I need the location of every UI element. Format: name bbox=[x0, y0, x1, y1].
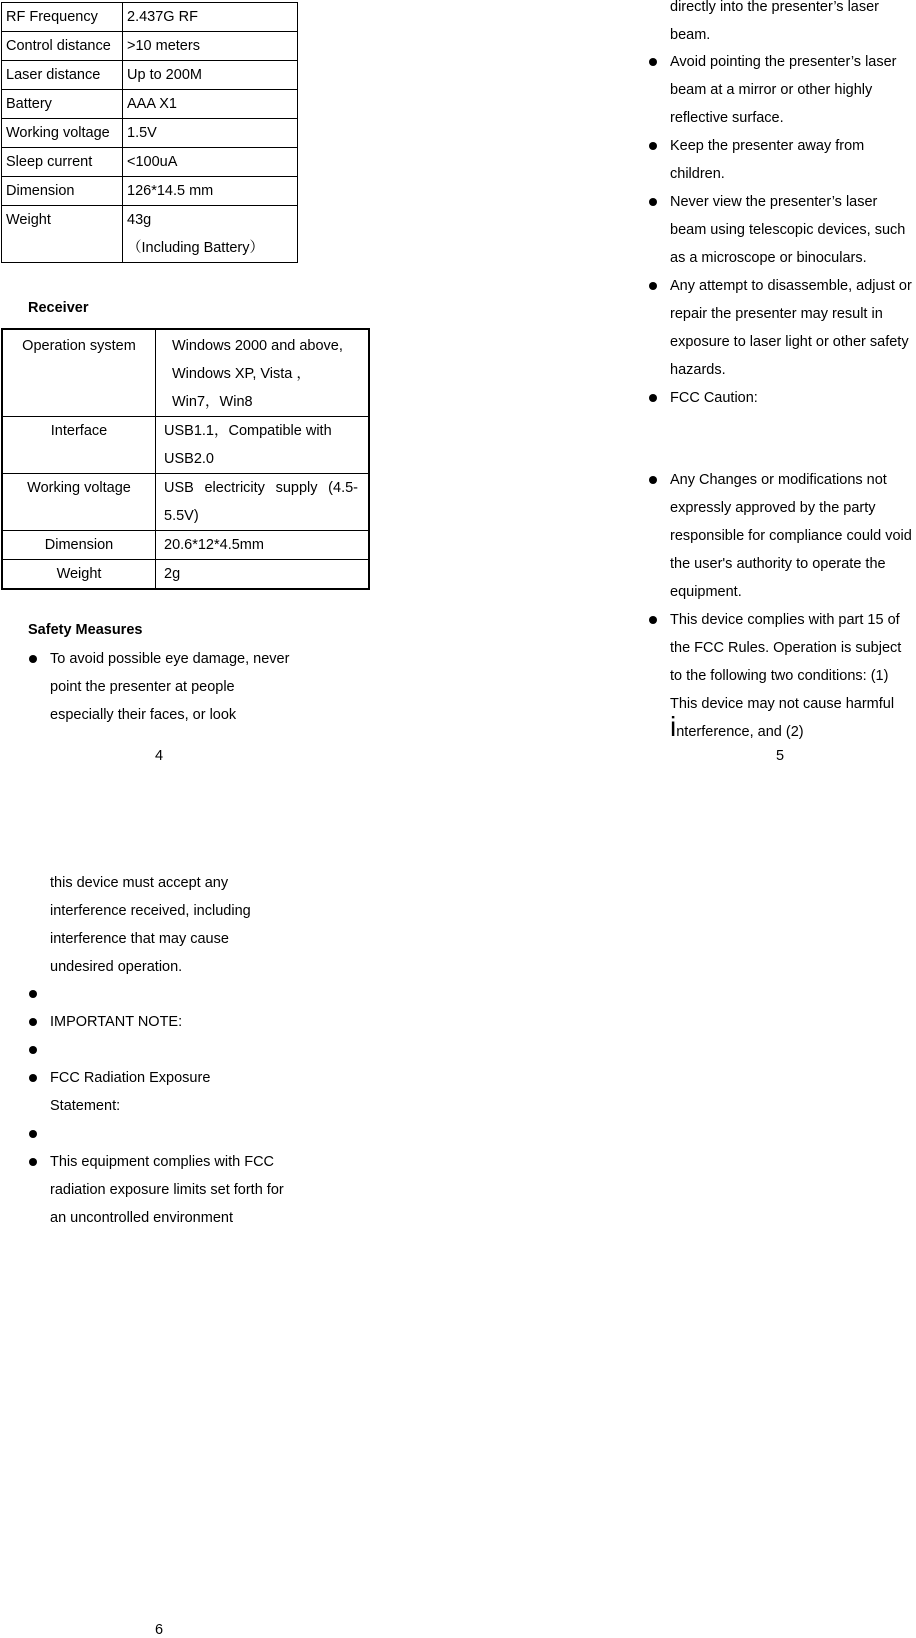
spec-label: Laser distance bbox=[2, 61, 123, 90]
receiver-value: 2g bbox=[156, 560, 370, 590]
list-item bbox=[648, 48, 912, 132]
table-row bbox=[2, 560, 369, 590]
receiver-value: USB1.1，Compatible with USB2.0 bbox=[156, 417, 370, 474]
list-item-text: Any Changes or modifications not expressly approved by the party responsible for compliance could void the user's authority to operate the equipment. bbox=[670, 472, 912, 600]
weight-value: 43g bbox=[127, 212, 152, 228]
receiver-value: USB electricity supply (4.5-5.5V) bbox=[156, 474, 370, 531]
fcc-big-i: i bbox=[670, 711, 677, 742]
spec-table bbox=[1, 2, 298, 263]
receiver-label: Weight bbox=[2, 560, 156, 590]
list-item-text: Avoid pointing the presenter’s laser beam at a mirror or other highly reflective surface. bbox=[670, 54, 897, 126]
bullet-icon bbox=[29, 655, 37, 663]
spec-value: <100uA bbox=[123, 148, 298, 177]
spec-value: >10 meters bbox=[123, 32, 298, 61]
bullet-icon bbox=[649, 394, 657, 402]
table-row bbox=[2, 474, 369, 531]
list-item bbox=[28, 1120, 298, 1148]
list-item bbox=[28, 645, 298, 729]
bullet-icon bbox=[649, 142, 657, 150]
bullet-icon bbox=[29, 1158, 37, 1166]
receiver-value: 20.6*12*4.5mm bbox=[156, 531, 370, 560]
spec-value: 1.5V bbox=[123, 119, 298, 148]
list-item-text: Keep the presenter away from children. bbox=[670, 138, 865, 182]
right-list bbox=[648, 48, 912, 412]
spec-label: Sleep current bbox=[2, 148, 123, 177]
list-item bbox=[648, 466, 912, 606]
list-item bbox=[28, 1148, 300, 1232]
table-row bbox=[2, 206, 298, 263]
list-item bbox=[648, 606, 912, 746]
bullet-icon bbox=[649, 616, 657, 624]
table-row bbox=[2, 531, 369, 560]
table-row bbox=[2, 148, 298, 177]
weight-note: （Including Battery） bbox=[127, 240, 265, 256]
receiver-value: Windows 2000 and above, Windows XP, Vista ，Win7，Win8 bbox=[156, 329, 370, 417]
list-item-text: Any attempt to disassemble, adjust or repair the presenter may result in exposure to laser light or other safety hazards. bbox=[670, 278, 912, 378]
receiver-heading: Receiver bbox=[28, 300, 89, 316]
page-number: 5 bbox=[776, 748, 785, 764]
list-item-text: Never view the presenter’s laser beam using telescopic devices, such as a microscope or binoculars. bbox=[670, 194, 906, 266]
list-item-text: IMPORTANT NOTE: bbox=[50, 1014, 183, 1030]
list-item bbox=[28, 1008, 298, 1036]
bullet-icon bbox=[649, 282, 657, 290]
list-item-text: This equipment complies with FCC radiation exposure limits set forth for an uncontrolled environment bbox=[50, 1154, 284, 1226]
right-list-2 bbox=[648, 466, 912, 746]
list-item bbox=[648, 384, 912, 412]
bullet-icon bbox=[649, 476, 657, 484]
list-item-text: FCC Caution: bbox=[670, 390, 758, 406]
table-row bbox=[2, 3, 298, 32]
receiver-label: Dimension bbox=[2, 531, 156, 560]
right-continued-text: directly into the presenter’s laser beam. bbox=[670, 0, 880, 43]
receiver-table bbox=[1, 328, 370, 590]
safety-item-text: To avoid possible eye damage, never point the presenter at people especially their faces, or look bbox=[50, 651, 290, 723]
page-number: 4 bbox=[155, 748, 164, 764]
spec-value: Up to 200M bbox=[123, 61, 298, 90]
safety-heading: Safety Measures bbox=[28, 622, 143, 638]
safety-list bbox=[28, 645, 298, 729]
table-row bbox=[2, 177, 298, 206]
table-row bbox=[2, 329, 369, 417]
receiver-label: Operation system bbox=[2, 329, 156, 417]
list-item bbox=[648, 272, 912, 384]
bullet-icon bbox=[29, 1018, 37, 1026]
bullet-icon bbox=[29, 990, 37, 998]
receiver-label: Interface bbox=[2, 417, 156, 474]
spec-label: Working voltage bbox=[2, 119, 123, 148]
spec-label: Weight bbox=[2, 206, 123, 263]
bullet-icon bbox=[29, 1046, 37, 1054]
bullet-icon bbox=[649, 58, 657, 66]
spec-value bbox=[123, 206, 298, 263]
list-item-text: FCC Radiation Exposure Statement: bbox=[50, 1070, 211, 1114]
list-item bbox=[28, 980, 298, 1008]
bullet-icon bbox=[649, 198, 657, 206]
table-row bbox=[2, 61, 298, 90]
list-item bbox=[648, 132, 912, 188]
spec-value: 126*14.5 mm bbox=[123, 177, 298, 206]
spec-label: Battery bbox=[2, 90, 123, 119]
spec-label: Control distance bbox=[2, 32, 123, 61]
spec-value: 2.437G RF bbox=[123, 3, 298, 32]
bullet-icon bbox=[29, 1074, 37, 1082]
table-row bbox=[2, 119, 298, 148]
table-row bbox=[2, 90, 298, 119]
p6-continued-text: this device must accept any interference received, including interference that may cause undesired operation. bbox=[50, 875, 251, 975]
list-item bbox=[28, 1036, 298, 1064]
list-item bbox=[28, 1064, 250, 1120]
p6-list bbox=[28, 980, 298, 1232]
spec-label: Dimension bbox=[2, 177, 123, 206]
page-number: 6 bbox=[155, 1622, 164, 1638]
spec-value: AAA X1 bbox=[123, 90, 298, 119]
spec-label: RF Frequency bbox=[2, 3, 123, 32]
fcc-text-b: nterference, and (2) bbox=[676, 724, 804, 740]
receiver-label: Working voltage bbox=[2, 474, 156, 531]
fcc-text-a: This device complies with part 15 of the FCC Rules. Operation is subject to the following two conditions: (1) This device may not cause harmful bbox=[670, 612, 902, 712]
table-row bbox=[2, 32, 298, 61]
list-item bbox=[648, 188, 912, 272]
table-row bbox=[2, 417, 369, 474]
bullet-icon bbox=[29, 1130, 37, 1138]
